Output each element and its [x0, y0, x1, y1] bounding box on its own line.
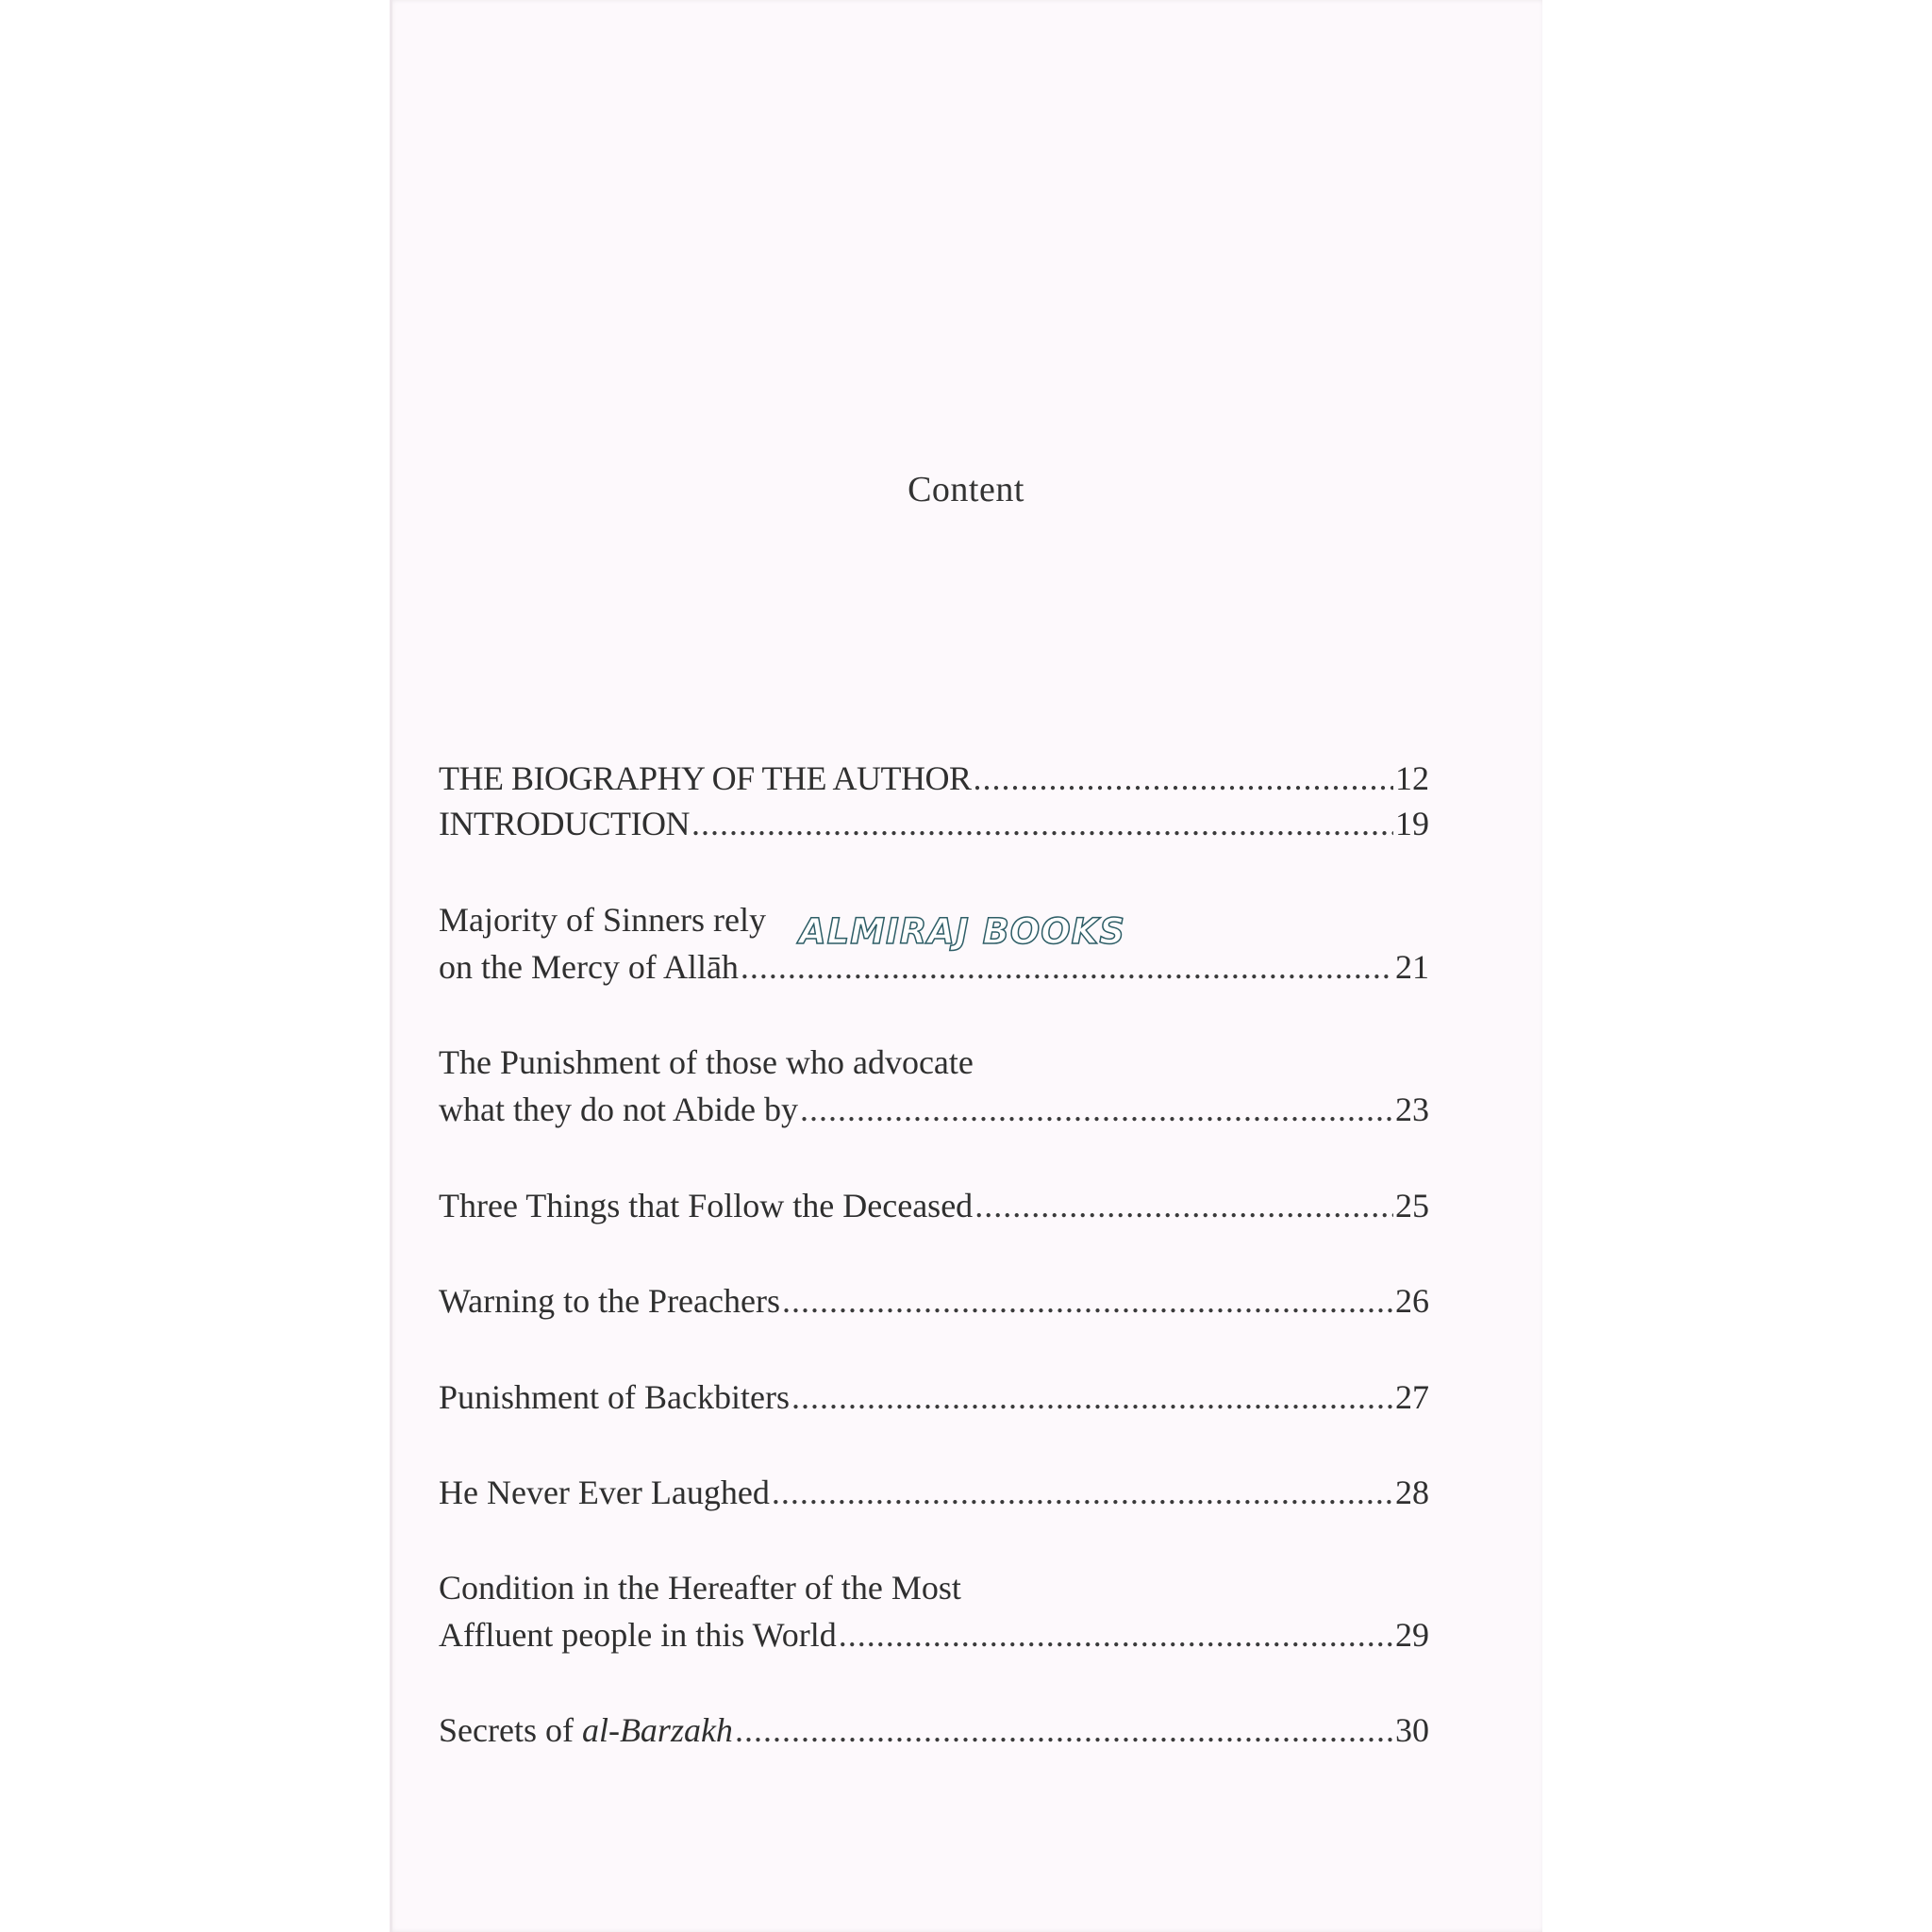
dot-leader — [974, 1182, 1393, 1229]
dot-leader — [735, 1707, 1393, 1754]
toc-entry-page: 19 — [1395, 805, 1429, 842]
toc-entry — [439, 1039, 1429, 1133]
toc-entry-page: 29 — [1395, 1616, 1429, 1654]
toc-entry — [439, 1707, 1429, 1754]
dot-leader — [772, 1469, 1393, 1516]
toc-entry-page: 12 — [1395, 759, 1429, 797]
toc-entry-label — [439, 1707, 733, 1754]
dot-leader — [974, 755, 1393, 802]
toc-entry-page: 28 — [1395, 1474, 1429, 1511]
toc-entry — [439, 1277, 1429, 1324]
dot-leader — [791, 1374, 1393, 1421]
toc-entry-page: 25 — [1395, 1187, 1429, 1224]
toc-entry-page: 21 — [1395, 948, 1429, 986]
dot-leader — [800, 1086, 1393, 1133]
toc-entry-label: Affluent people in this World — [439, 1616, 837, 1654]
toc-entry-label: on the Mercy of Allāh — [439, 948, 739, 986]
toc-entry-page: 26 — [1395, 1282, 1429, 1320]
toc-entry-label: THE BIOGRAPHY OF THE AUTHOR — [439, 759, 972, 797]
toc-entry-label: Three Things that Follow the Deceased — [439, 1187, 974, 1224]
toc-entry — [439, 1469, 1429, 1516]
page-edge — [390, 0, 392, 1932]
dot-leader — [691, 800, 1393, 847]
toc-entry-label: Punishment of Backbiters — [439, 1378, 790, 1416]
toc-entry-label: He Never Ever Laughed — [439, 1474, 770, 1511]
dot-leader — [839, 1611, 1393, 1658]
toc-entry — [439, 1182, 1429, 1229]
watermark: ALMIRAJ BOOKS — [799, 911, 1125, 952]
toc-entry — [439, 1564, 1429, 1658]
toc-entry-page: 23 — [1395, 1091, 1429, 1128]
dot-leader — [782, 1277, 1393, 1324]
toc-entry-page: 27 — [1395, 1378, 1429, 1416]
toc-entry-page: 30 — [1395, 1711, 1429, 1749]
toc-entry-label: Warning to the Preachers — [439, 1282, 780, 1320]
toc-entry — [439, 800, 1429, 847]
toc-entry-label: what they do not Abide by — [439, 1091, 798, 1128]
page-title: Content — [908, 470, 1024, 509]
toc-entry-label-prefix: Secrets of — [439, 1711, 582, 1749]
toc-entry — [439, 1374, 1429, 1421]
toc-entry-label-line1: Majority of Sinners rely — [439, 901, 766, 939]
toc-entry-label-line1: The Punishment of those who advocate — [439, 1043, 974, 1081]
toc-entry-label-italic: al-Barzakh — [581, 1711, 733, 1749]
toc-entry-label-line1: Condition in the Hereafter of the Most — [439, 1569, 961, 1607]
toc-entry-label: INTRODUCTION — [439, 805, 690, 842]
toc-entry — [439, 755, 1429, 802]
